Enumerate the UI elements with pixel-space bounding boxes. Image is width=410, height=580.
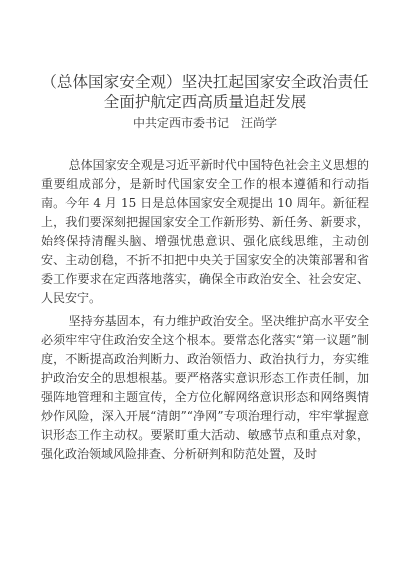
article-byline: 中共定西市委书记 汪尚学	[132, 116, 277, 130]
body-paragraph: 总体国家安全观是习近平新时代中国特色社会主义思想的重要组成部分，是新时代国家安全工作的根本遵循和行动指南。今年 4 月 15 日是总体国家安全观提出 10 周年。新征程上，我们要深刻把握国家安全工作新形势、新任务、新要求，始终保持清醒头脑、增强忧患意识、强化底线思维，主动创安、主动创稳，不折不扣把中央关于国家安全的决策部署和省委工作要求在定西落地落实，确保全市政治安全、社会安定、人民安宁。	[41, 158, 369, 305]
article-body	[41, 156, 369, 464]
article-title: （总体国家安全观）坚决扛起国家安全政治责任 全面护航定西高质量追赶发展	[41, 73, 385, 111]
body-paragraph: 坚持夯基固本，有力维护政治安全。坚决维护高水平安全必须牢牢守住政治安全这个根本。要常态化落实“第一议题”制度，不断提高政治判断力、政治领悟力、政治执行力，夯实维护政治安全的思想根基。要严格落实意识形态工作责任制，加强阵地管理和主题宣传，全方位化解网络意识形态和网络舆情炒作风险，深入开展“清朗”“净网”专项治理行动，牢牢掌握意识形态工作主动权。要紧盯重大活动、敏感节点和重点对象，强化政治领域风险排查、分析研判和防范处置，及时	[41, 314, 369, 461]
